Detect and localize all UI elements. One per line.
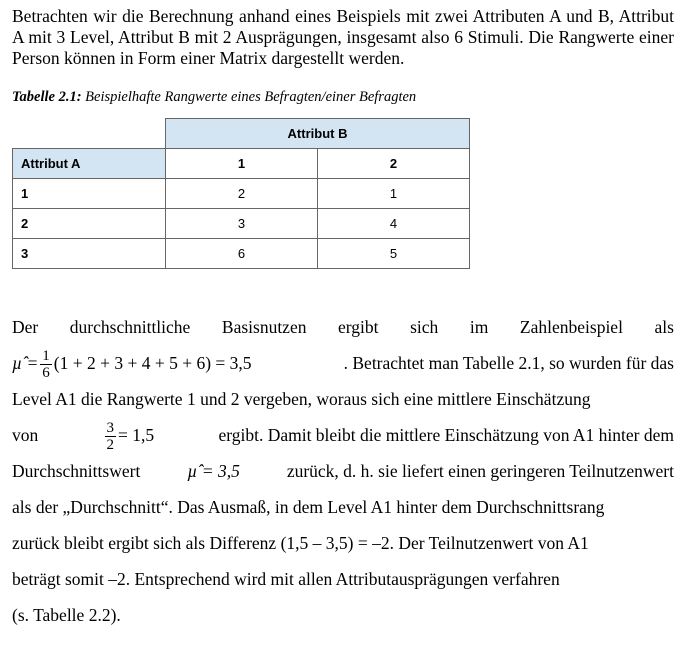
text-line: zurück bleibt ergibt sich als Differenz (1,5 – 3,5) = –2. Der Teilnutzenwert von A1 <box>12 533 589 553</box>
table-row <box>13 209 470 239</box>
text-line: als der „Durchschnitt“. Das Ausmaß, in dem Level A1 hinter dem Durchschnittsrang <box>12 497 605 517</box>
table-cell: 4 <box>318 209 470 239</box>
row-label: 1 <box>13 179 166 209</box>
text-line <box>12 345 674 381</box>
document-page <box>12 0 674 633</box>
formula-basisnutzen <box>12 345 252 381</box>
word: im <box>469 317 489 337</box>
row-header: Attribut A <box>13 149 166 179</box>
table-subheader-row <box>13 149 470 179</box>
line-text: Durchschnittswert <box>12 461 141 481</box>
formula-rhs: = 1,5 <box>118 424 155 445</box>
formula-durchschnitt: µ̂ = 3,5 <box>187 461 240 481</box>
intro-paragraph: Betrachten wir die Berechnung anhand eines Beispiels mit zwei Attributen A und B, Attribut A mit 3 Level, Attribut B mit 2 Ausprägungen, insgesamt also 6 Stimuli. Die Rangwerte einer Person können in Form einer Matrix dargestellt werden. <box>12 6 674 68</box>
caption-text: Beispielhafte Rangwerte eines Befragten/einer Befragten <box>81 89 417 105</box>
table-cell: 5 <box>318 239 470 269</box>
table-cell: 6 <box>166 239 318 269</box>
body-paragraph <box>12 309 674 633</box>
formula-rhs: (1 + 2 + 3 + 4 + 5 + 6) = 3,5 <box>53 352 252 373</box>
table-header-row <box>13 119 470 149</box>
word: Der <box>12 317 39 337</box>
formula-lhs: µ̂ = <box>12 352 39 373</box>
rank-table <box>12 118 470 269</box>
table-row <box>13 239 470 269</box>
text-line <box>12 309 674 345</box>
caption-label: Tabelle 2.1: <box>12 89 82 105</box>
text-line: (s. Tabelle 2.2). <box>12 605 121 625</box>
word: Basisnutzen <box>221 317 307 337</box>
col-header: 1 <box>166 149 318 179</box>
text-line <box>12 453 674 489</box>
line-text: ergibt. Damit bleibt die mittlere Einschätzung von A1 hinter dem <box>218 425 674 445</box>
col-header: 2 <box>318 149 470 179</box>
fraction-numerator: 3 <box>106 420 115 437</box>
line-text: zurück, d. h. sie liefert einen geringeren Teilnutzenwert <box>286 461 674 481</box>
fraction <box>105 420 117 453</box>
word: als <box>654 317 674 337</box>
col-group-header: Attribut B <box>166 119 470 149</box>
fraction <box>40 348 52 381</box>
table-caption <box>12 89 674 106</box>
table-cell: 3 <box>166 209 318 239</box>
fraction-denominator: 2 <box>106 437 115 454</box>
line-text: von <box>12 425 39 445</box>
text-line: beträgt somit –2. Entsprechend wird mit allen Attributausprägungen verfahren <box>12 569 560 589</box>
line-text: . Betrachtet man Tabelle 2.1, so wurden für das <box>343 353 674 373</box>
table-row <box>13 179 470 209</box>
table-cell: 2 <box>166 179 318 209</box>
word: ergibt <box>338 317 379 337</box>
text-line: Level A1 die Rangwerte 1 und 2 vergeben, woraus sich eine mittlere Einschätzung <box>12 389 591 409</box>
row-label: 3 <box>13 239 166 269</box>
fraction-denominator: 6 <box>42 365 50 382</box>
fraction-numerator: 1 <box>42 348 50 365</box>
row-label: 2 <box>13 209 166 239</box>
word: sich <box>410 317 439 337</box>
word: durchschnittliche <box>69 317 191 337</box>
table-corner <box>13 119 166 149</box>
word: Zahlenbeispiel <box>519 317 623 337</box>
formula-mittelwert <box>103 417 155 453</box>
text-line <box>12 417 674 453</box>
table-cell: 1 <box>318 179 470 209</box>
